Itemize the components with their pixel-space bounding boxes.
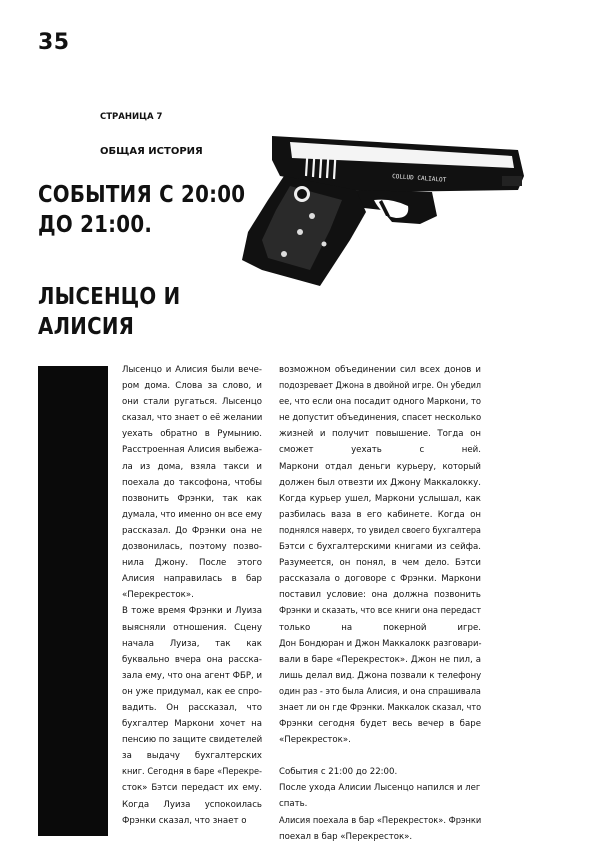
article-line: поехала до таксофона, чтобы [122, 477, 262, 488]
page-label: СТРАНИЦА 7 [100, 112, 163, 122]
pistol-icon [232, 120, 530, 290]
article-line: «Перекресток». [279, 735, 351, 746]
article-line: он уже придумал, как ее спро- [122, 686, 263, 697]
decorative-black-bar [38, 366, 108, 836]
article-line: бухгалтер Маркони хочет на [122, 719, 262, 730]
article-line: должен был отвезти их Джону Маккалокку. [279, 477, 481, 488]
article-line: книг. Сегодня в баре «Перекре- [122, 767, 263, 778]
article-line: Когда Луиза успокоилась [122, 799, 262, 810]
headline-time-line-1: СОБЫТИЯ С 20:00 [38, 182, 246, 208]
article-line: Фрэнки и сказать, что все книги она передаст [279, 606, 482, 617]
article-line: ее, что если она посадит одного Маркони, то [279, 397, 482, 408]
article-line: возможном объединении сил всех донов и [279, 365, 481, 375]
article-line: не допустит объединения, спасет несколько [279, 413, 482, 424]
article-line: Алисия поехала в бар «Перекресток». Фрэнки [279, 815, 482, 826]
article-line: Алисия направилась в бар [122, 574, 262, 585]
pistol-engraving: COLLUD CALIALOT [391, 173, 447, 184]
page-number: 35 [38, 30, 70, 55]
article-column-1 [122, 362, 262, 829]
article-line: Фрэнки сегодня будет весь вечер в баре [279, 719, 481, 730]
article-line: Разумеется, он понял, в чем дело. Бэтси [279, 558, 481, 569]
article-line: жизней и получит повышение. Тогда он [279, 429, 481, 440]
article-line: После ухода Алисии Лысенцо напился и лег [279, 783, 481, 794]
article-line: рассказал. До Фрэнки она не [122, 525, 262, 536]
section-label: ОБЩАЯ ИСТОРИЯ [100, 146, 203, 157]
article-line: рассказала о договоре с Фрэнки. Маркони [279, 574, 481, 585]
article-line: вадить. Он рассказал, что [122, 702, 262, 713]
article-line: пенсию по защите свидетелей [122, 735, 263, 746]
article-line: разбилась ваза в его кабинете. Когда он [279, 509, 481, 520]
article-line: один раз - это была Алисия, и она спрашивала [279, 686, 481, 697]
article-line: они стали ругаться. Лысенцо [122, 397, 262, 408]
article-line: только на покерной игре. [279, 622, 481, 633]
article-line: сказал, что знает о её желании [122, 413, 263, 424]
article-line: за выдачу бухгалтерских [122, 751, 262, 762]
article-line: сток» Бэтси передаст их ему. [122, 783, 262, 794]
article-line: знает ли он где Фрэнки. Маккалок сказал, что [279, 702, 482, 713]
headline-characters-line-1: ЛЫСЕНЦО И [38, 284, 181, 310]
article-line: нила Джону. После этого [122, 558, 262, 569]
article-line: Дон Бондюран и Джон Маккалокк разговари- [279, 638, 482, 649]
article-line: вали в баре «Перекресток». Джон не пил, а [279, 654, 481, 665]
article-line: подозревает Джона в двойной игре. Он убедил [279, 381, 482, 392]
article-column-2 [279, 362, 481, 845]
headline-characters [38, 282, 227, 342]
paragraph-gap [279, 748, 481, 764]
article-line: поставил условие: она должна позвонить [279, 590, 481, 601]
article-line: дозвонилась, поэтому позво- [122, 542, 262, 553]
article-line: Бэтси с бухгалтерскими книгами из сейфа. [279, 542, 481, 553]
article-line: спать. [279, 799, 308, 810]
article-line: поехал в бар «Перекресток». [279, 831, 413, 842]
article-line: думала, что именно он все ему [122, 509, 263, 520]
article-line: зала ему, что она агент ФБР, и [122, 670, 263, 681]
headline-characters-line-2: АЛИСИЯ [38, 314, 135, 340]
article-line: выясняли отношения. Сцену [122, 622, 262, 633]
article-line: «Перекресток». [122, 590, 194, 601]
article-line: Лысенцо и Алисия были вече- [122, 365, 262, 375]
article-line: ла из дома, взяла такси и [122, 461, 262, 472]
article-line: поднялся наверх, то увидел своего бухгалтера [279, 525, 481, 536]
article-line: позвонить Фрэнки, так как [122, 493, 262, 504]
article-line: буквально вчера она расска- [122, 654, 262, 665]
article-line: ром дома. Слова за слово, и [122, 381, 262, 392]
article-line: начала Луиза, так как [122, 638, 262, 649]
article-line: лишь делал вид. Джона позвали к телефону [279, 670, 482, 681]
article-line: Когда курьер ушел, Маркони услышал, как [279, 493, 481, 504]
article-line: События с 21:00 до 22:00. [279, 767, 398, 778]
article-line: сможет уехать с ней. [279, 445, 481, 456]
article-line: уехать обратно в Румынию. [122, 429, 262, 440]
article-line: Фрэнки сказал, что знает о [122, 815, 247, 826]
headline-time-line-2: ДО 21:00. [38, 212, 153, 238]
article-line: В тоже время Фрэнки и Луиза [122, 606, 262, 617]
article-line: Расстроенная Алисия выбежа- [122, 445, 262, 456]
article-line: Маркони отдал деньги курьеру, который [279, 461, 481, 472]
headline-time [38, 180, 246, 240]
